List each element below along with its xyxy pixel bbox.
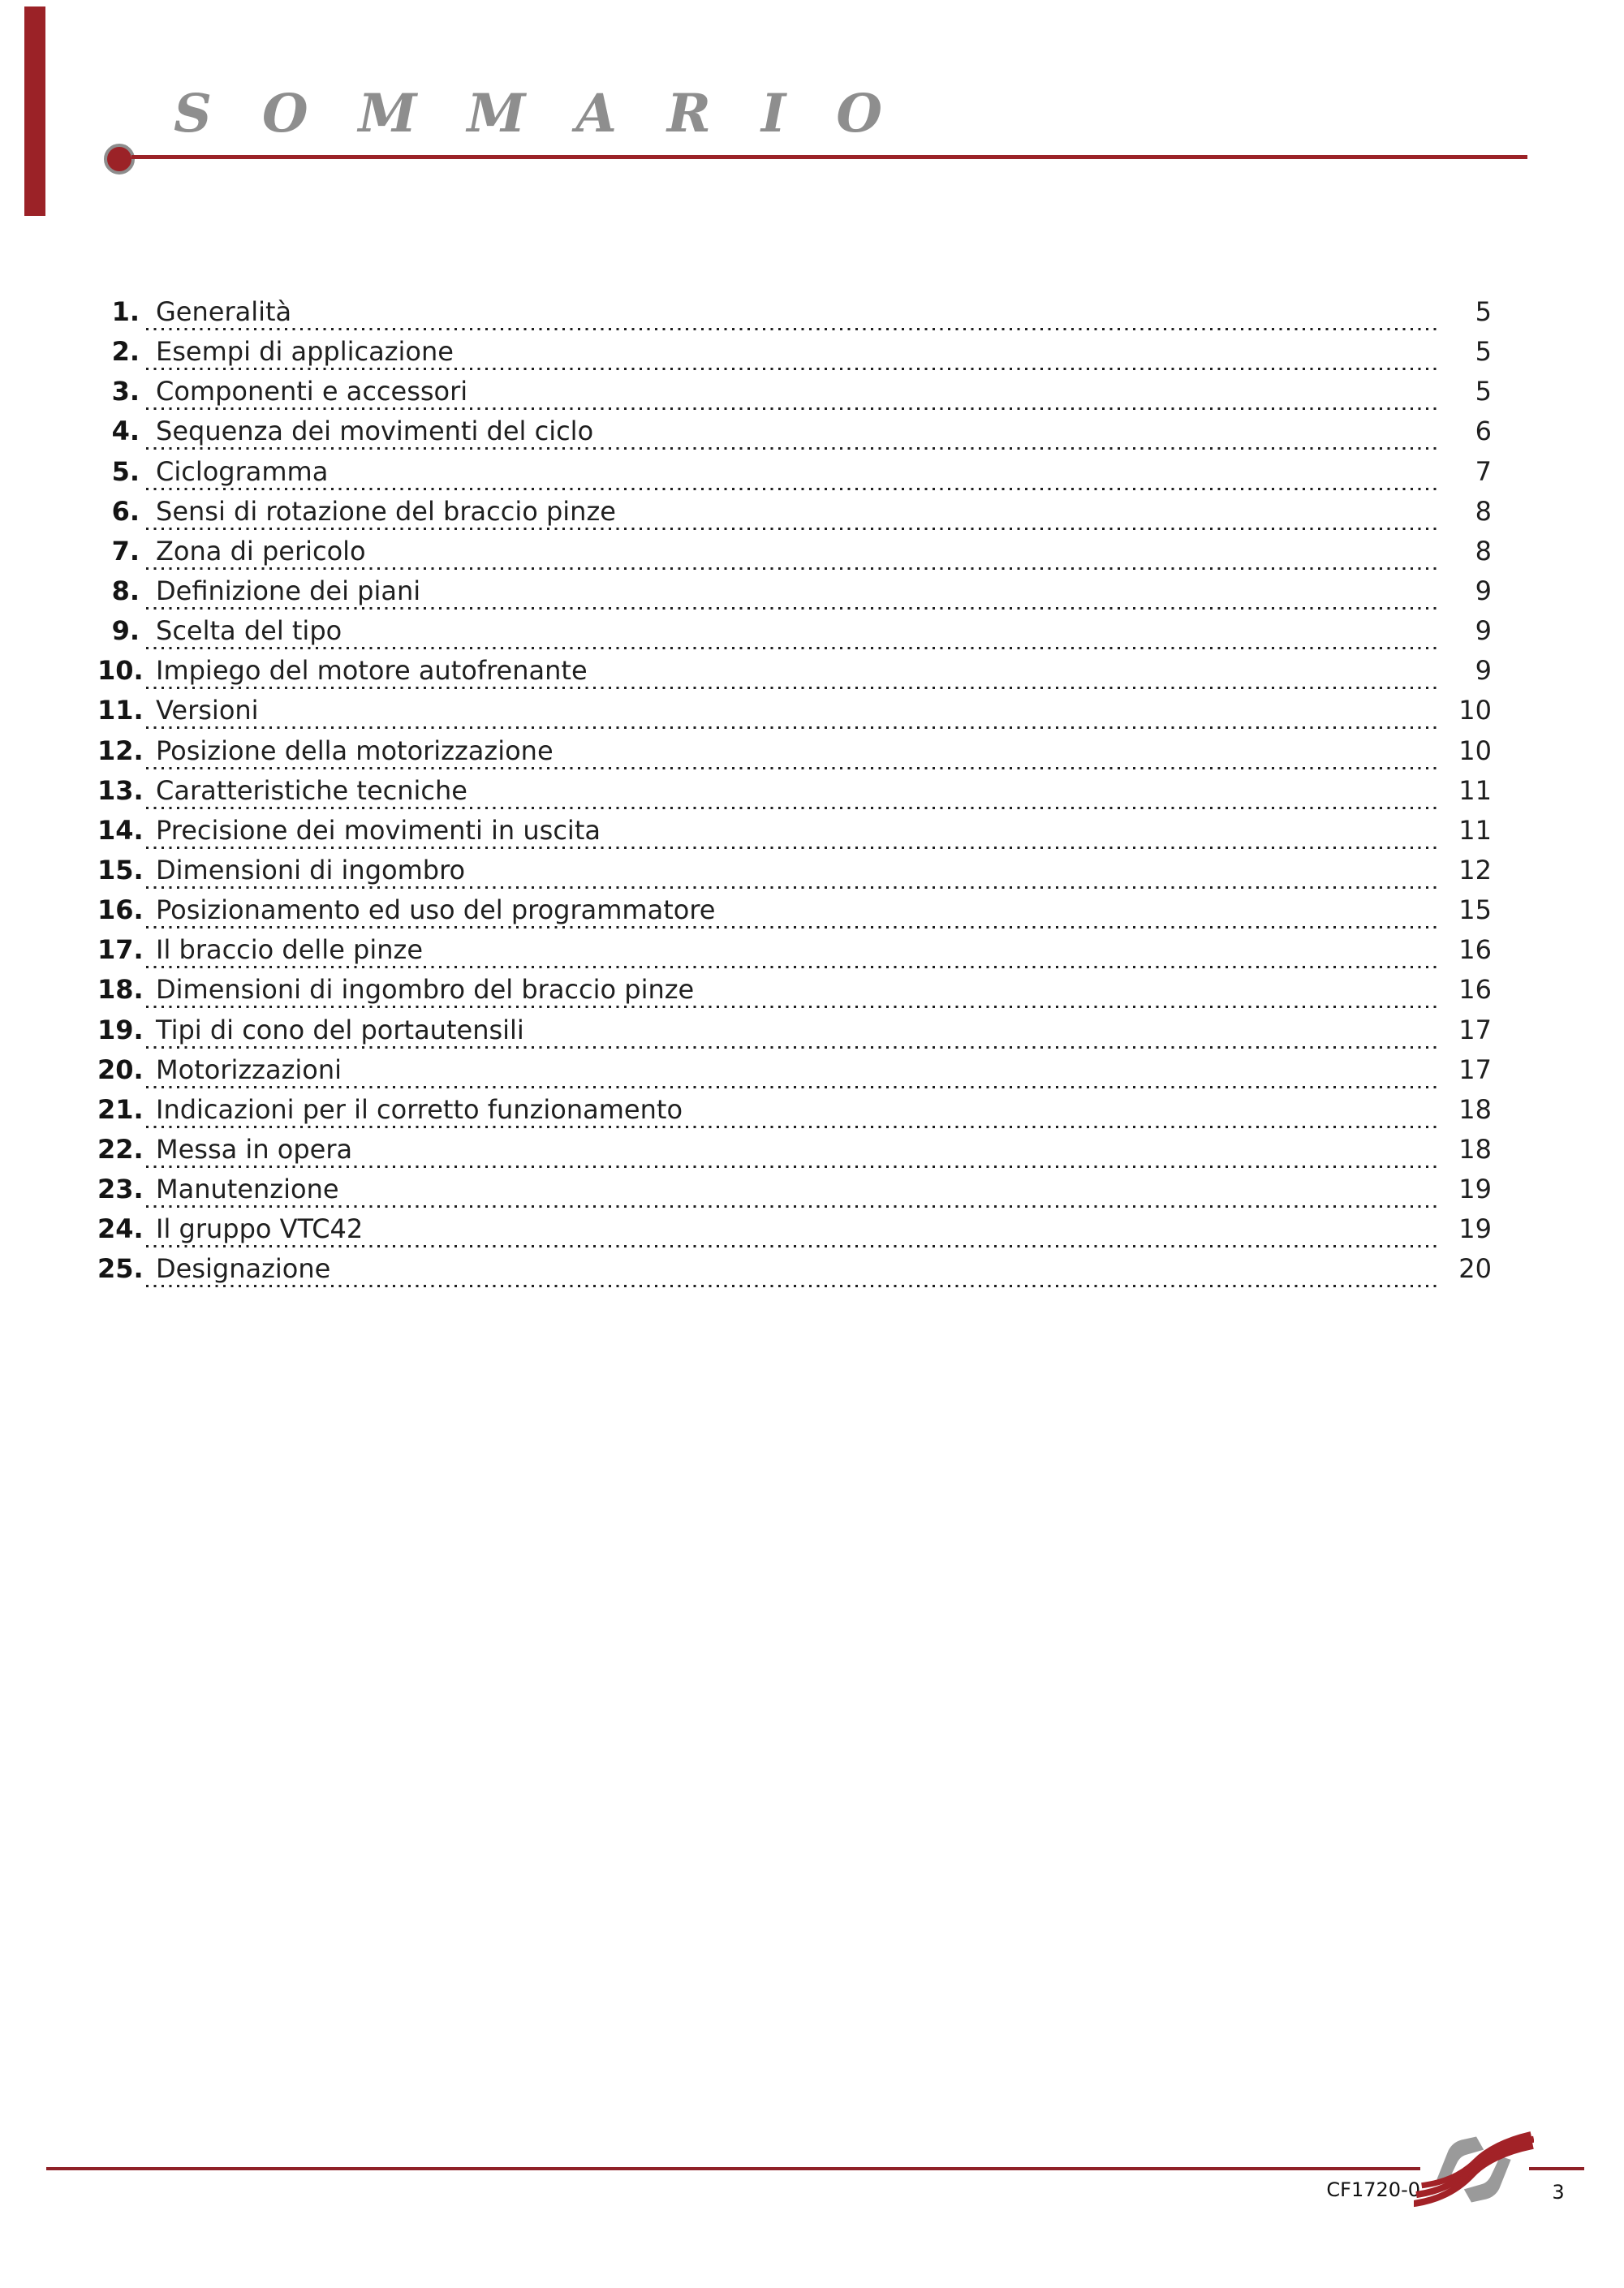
toc-entry-title-wrap (140, 1214, 1437, 1254)
dotted-leader-icon (146, 886, 1437, 889)
toc-entry-number: 22. (97, 1133, 144, 1165)
toc-entry[interactable] (97, 696, 1492, 735)
toc-entry[interactable] (97, 457, 1492, 497)
toc-entry-title: Versioni (156, 695, 259, 726)
toc-entry-title-wrap (140, 1095, 1437, 1135)
dotted-leader-icon (146, 1205, 1437, 1208)
toc-entry-title-wrap (140, 536, 1437, 576)
toc-entry[interactable] (97, 416, 1492, 456)
toc-entry-title: Sensi di rotazione del braccio pinze (156, 495, 616, 527)
toc-entry-title: Dimensioni di ingombro del braccio pinze (156, 974, 695, 1006)
toc-entry-page: 17 (1458, 1054, 1492, 1085)
dotted-leader-icon (146, 966, 1437, 968)
toc-entry-number: 23. (97, 1174, 144, 1205)
toc-entry-page: 10 (1458, 735, 1492, 766)
toc-entry-number: 18. (97, 974, 144, 1006)
toc-entry-number: 1. (111, 296, 140, 327)
toc-entry-title-wrap (140, 975, 1437, 1015)
dotted-leader-icon (146, 926, 1437, 929)
toc-entry-number: 19. (97, 1014, 144, 1045)
toc-entry-page: 8 (1475, 535, 1492, 567)
toc-entry[interactable] (97, 616, 1492, 656)
header-bullet-icon (104, 144, 135, 175)
dotted-leader-icon (146, 328, 1437, 330)
chapter-tab-marker (24, 6, 45, 216)
page-title: SOMMARIO (174, 83, 933, 144)
toc-entry-title: Definizione dei piani (156, 575, 421, 606)
toc-entry-title: Tipi di cono del portautensili (156, 1014, 524, 1045)
toc-entry-number: 5. (111, 455, 140, 487)
toc-entry-number: 15. (97, 854, 144, 885)
toc-entry-title-wrap (140, 576, 1437, 616)
footer-rule-left (46, 2167, 1420, 2170)
toc-entry[interactable] (97, 297, 1492, 337)
toc-entry-title-wrap (140, 656, 1437, 696)
dotted-leader-icon (146, 407, 1437, 410)
dotted-leader-icon (146, 726, 1437, 729)
dotted-leader-icon (146, 368, 1437, 370)
toc-entry[interactable] (97, 1254, 1492, 1294)
toc-entry-title-wrap (140, 497, 1437, 536)
toc-entry[interactable] (97, 1135, 1492, 1174)
toc-entry-title-wrap (140, 457, 1437, 497)
toc-entry-number: 12. (97, 735, 144, 766)
dotted-leader-icon (146, 488, 1437, 490)
toc-entry-page: 9 (1475, 615, 1492, 647)
toc-entry-title: Designazione (156, 1253, 331, 1285)
toc-entry[interactable] (97, 1174, 1492, 1214)
toc-entry-page: 7 (1475, 455, 1492, 487)
toc-entry-number: 9. (111, 615, 140, 647)
toc-entry[interactable] (97, 576, 1492, 616)
toc-entry-number: 7. (111, 535, 140, 567)
toc-entry[interactable] (97, 656, 1492, 696)
toc-entry-page: 10 (1458, 695, 1492, 726)
toc-entry-title-wrap (140, 736, 1437, 776)
toc-entry-title: Dimensioni di ingombro (156, 854, 466, 885)
toc-entry-page: 19 (1458, 1174, 1492, 1205)
page-number: 3 (1552, 2181, 1565, 2204)
dotted-leader-icon (146, 1126, 1437, 1128)
toc-entry-page: 15 (1458, 894, 1492, 926)
toc-entry-title-wrap (140, 377, 1437, 416)
toc-entry-title: Scelta del tipo (156, 615, 342, 647)
toc-entry-number: 21. (97, 1093, 144, 1125)
toc-entry[interactable] (97, 935, 1492, 975)
toc-entry-page: 16 (1458, 934, 1492, 966)
toc-entry-title: Il gruppo VTC42 (156, 1213, 364, 1245)
toc-entry-page: 16 (1458, 974, 1492, 1006)
toc-entry-page: 9 (1475, 655, 1492, 687)
dotted-leader-icon (146, 1046, 1437, 1049)
toc-entry-page: 8 (1475, 495, 1492, 527)
toc-entry-title-wrap (140, 1174, 1437, 1214)
dotted-leader-icon (146, 847, 1437, 849)
toc-entry-title-wrap (140, 935, 1437, 975)
dotted-leader-icon (146, 1285, 1437, 1287)
toc-entry-page: 6 (1475, 416, 1492, 447)
toc-entry-title: Ciclogramma (156, 455, 329, 487)
toc-entry-title: Componenti e accessori (156, 376, 468, 407)
toc-entry-title-wrap (140, 776, 1437, 816)
toc-entry-page: 17 (1458, 1014, 1492, 1045)
toc-entry-title-wrap (140, 616, 1437, 656)
toc-entry-title-wrap (140, 1254, 1437, 1294)
toc-entry[interactable] (97, 1055, 1492, 1095)
toc-entry-number: 2. (111, 336, 140, 368)
toc-entry-number: 16. (97, 894, 144, 926)
toc-entry-title: Manutenzione (156, 1174, 339, 1205)
toc-entry[interactable] (97, 816, 1492, 855)
dotted-leader-icon (146, 607, 1437, 610)
toc-entry[interactable] (97, 536, 1492, 576)
toc-entry-page: 5 (1475, 376, 1492, 407)
dotted-leader-icon (146, 1166, 1437, 1168)
toc-entry-number: 20. (97, 1054, 144, 1085)
toc-entry-title-wrap (140, 696, 1437, 735)
toc-entry-title-wrap (140, 297, 1437, 337)
toc-entry-number: 14. (97, 814, 144, 846)
toc-entry[interactable] (97, 736, 1492, 776)
dotted-leader-icon (146, 807, 1437, 809)
toc-entry-number: 17. (97, 934, 144, 966)
toc-entry[interactable] (97, 377, 1492, 416)
toc-entry-title: Indicazioni per il corretto funzionamento (156, 1093, 683, 1125)
toc-entry-number: 8. (111, 575, 140, 606)
document-code: CF1720-0 (1326, 2178, 1420, 2201)
toc-entry[interactable] (97, 1214, 1492, 1254)
toc-entry[interactable] (97, 497, 1492, 536)
dotted-leader-icon (146, 1006, 1437, 1008)
toc-entry[interactable] (97, 776, 1492, 816)
dotted-leader-icon (146, 528, 1437, 530)
toc-entry-title: Posizionamento ed uso del programmatore (156, 894, 716, 926)
dotted-leader-icon (146, 647, 1437, 649)
toc-entry[interactable] (97, 1015, 1492, 1055)
toc-entry-title-wrap (140, 416, 1437, 456)
toc-entry-title: Esempi di applicazione (156, 336, 454, 368)
toc-entry-number: 24. (97, 1213, 144, 1245)
toc-entry[interactable] (97, 895, 1492, 935)
toc-entry-number: 10. (97, 655, 144, 687)
toc-entry-title: Caratteristiche tecniche (156, 774, 467, 806)
dotted-leader-icon (146, 1245, 1437, 1247)
toc-entry-title: Posizione della motorizzazione (156, 735, 554, 766)
toc-entry-page: 11 (1458, 774, 1492, 806)
toc-entry-title-wrap (140, 337, 1437, 377)
toc-entry[interactable] (97, 855, 1492, 895)
toc-entry-number: 25. (97, 1253, 144, 1285)
toc-entry-page: 18 (1458, 1093, 1492, 1125)
header-rule (131, 155, 1527, 159)
dotted-leader-icon (146, 447, 1437, 450)
toc-entry-title-wrap (140, 816, 1437, 855)
toc-entry-page: 9 (1475, 575, 1492, 606)
toc-entry-title: Motorizzazioni (156, 1054, 342, 1085)
dotted-leader-icon (146, 1086, 1437, 1088)
toc-entry-title-wrap (140, 855, 1437, 895)
toc-entry-title: Sequenza dei movimenti del ciclo (156, 416, 594, 447)
toc-entry-title: Il braccio delle pinze (156, 934, 424, 966)
footer-rule-right (1529, 2167, 1584, 2170)
toc-entry-title-wrap (140, 895, 1437, 935)
toc-list (97, 297, 1492, 1295)
dotted-leader-icon (146, 767, 1437, 769)
toc-entry-page: 12 (1458, 854, 1492, 885)
toc-entry-title: Generalità (156, 296, 292, 327)
toc-entry[interactable] (97, 337, 1492, 377)
toc-entry-page: 19 (1458, 1213, 1492, 1245)
toc-entry-title: Zona di pericolo (156, 535, 366, 567)
toc-entry-number: 6. (111, 495, 140, 527)
toc-entry-title: Impiego del motore autofrenante (156, 655, 588, 687)
toc-entry-page: 5 (1475, 336, 1492, 368)
toc-entry-number: 13. (97, 774, 144, 806)
toc-entry-title-wrap (140, 1055, 1437, 1095)
dotted-leader-icon (146, 687, 1437, 689)
toc-entry-page: 18 (1458, 1133, 1492, 1165)
toc-entry-number: 4. (111, 416, 140, 447)
cf-logo-icon (1414, 2130, 1534, 2209)
dotted-leader-icon (146, 567, 1437, 570)
toc-entry-page: 11 (1458, 814, 1492, 846)
toc-entry-number: 11. (97, 695, 144, 726)
toc-entry[interactable] (97, 975, 1492, 1015)
toc-entry[interactable] (97, 1095, 1492, 1135)
toc-entry-page: 20 (1458, 1253, 1492, 1285)
toc-entry-page: 5 (1475, 296, 1492, 327)
toc-entry-number: 3. (111, 376, 140, 407)
toc-entry-title: Messa in opera (156, 1133, 353, 1165)
toc-entry-title: Precisione dei movimenti in uscita (156, 814, 601, 846)
toc-entry-title-wrap (140, 1015, 1437, 1055)
toc-entry-title-wrap (140, 1135, 1437, 1174)
